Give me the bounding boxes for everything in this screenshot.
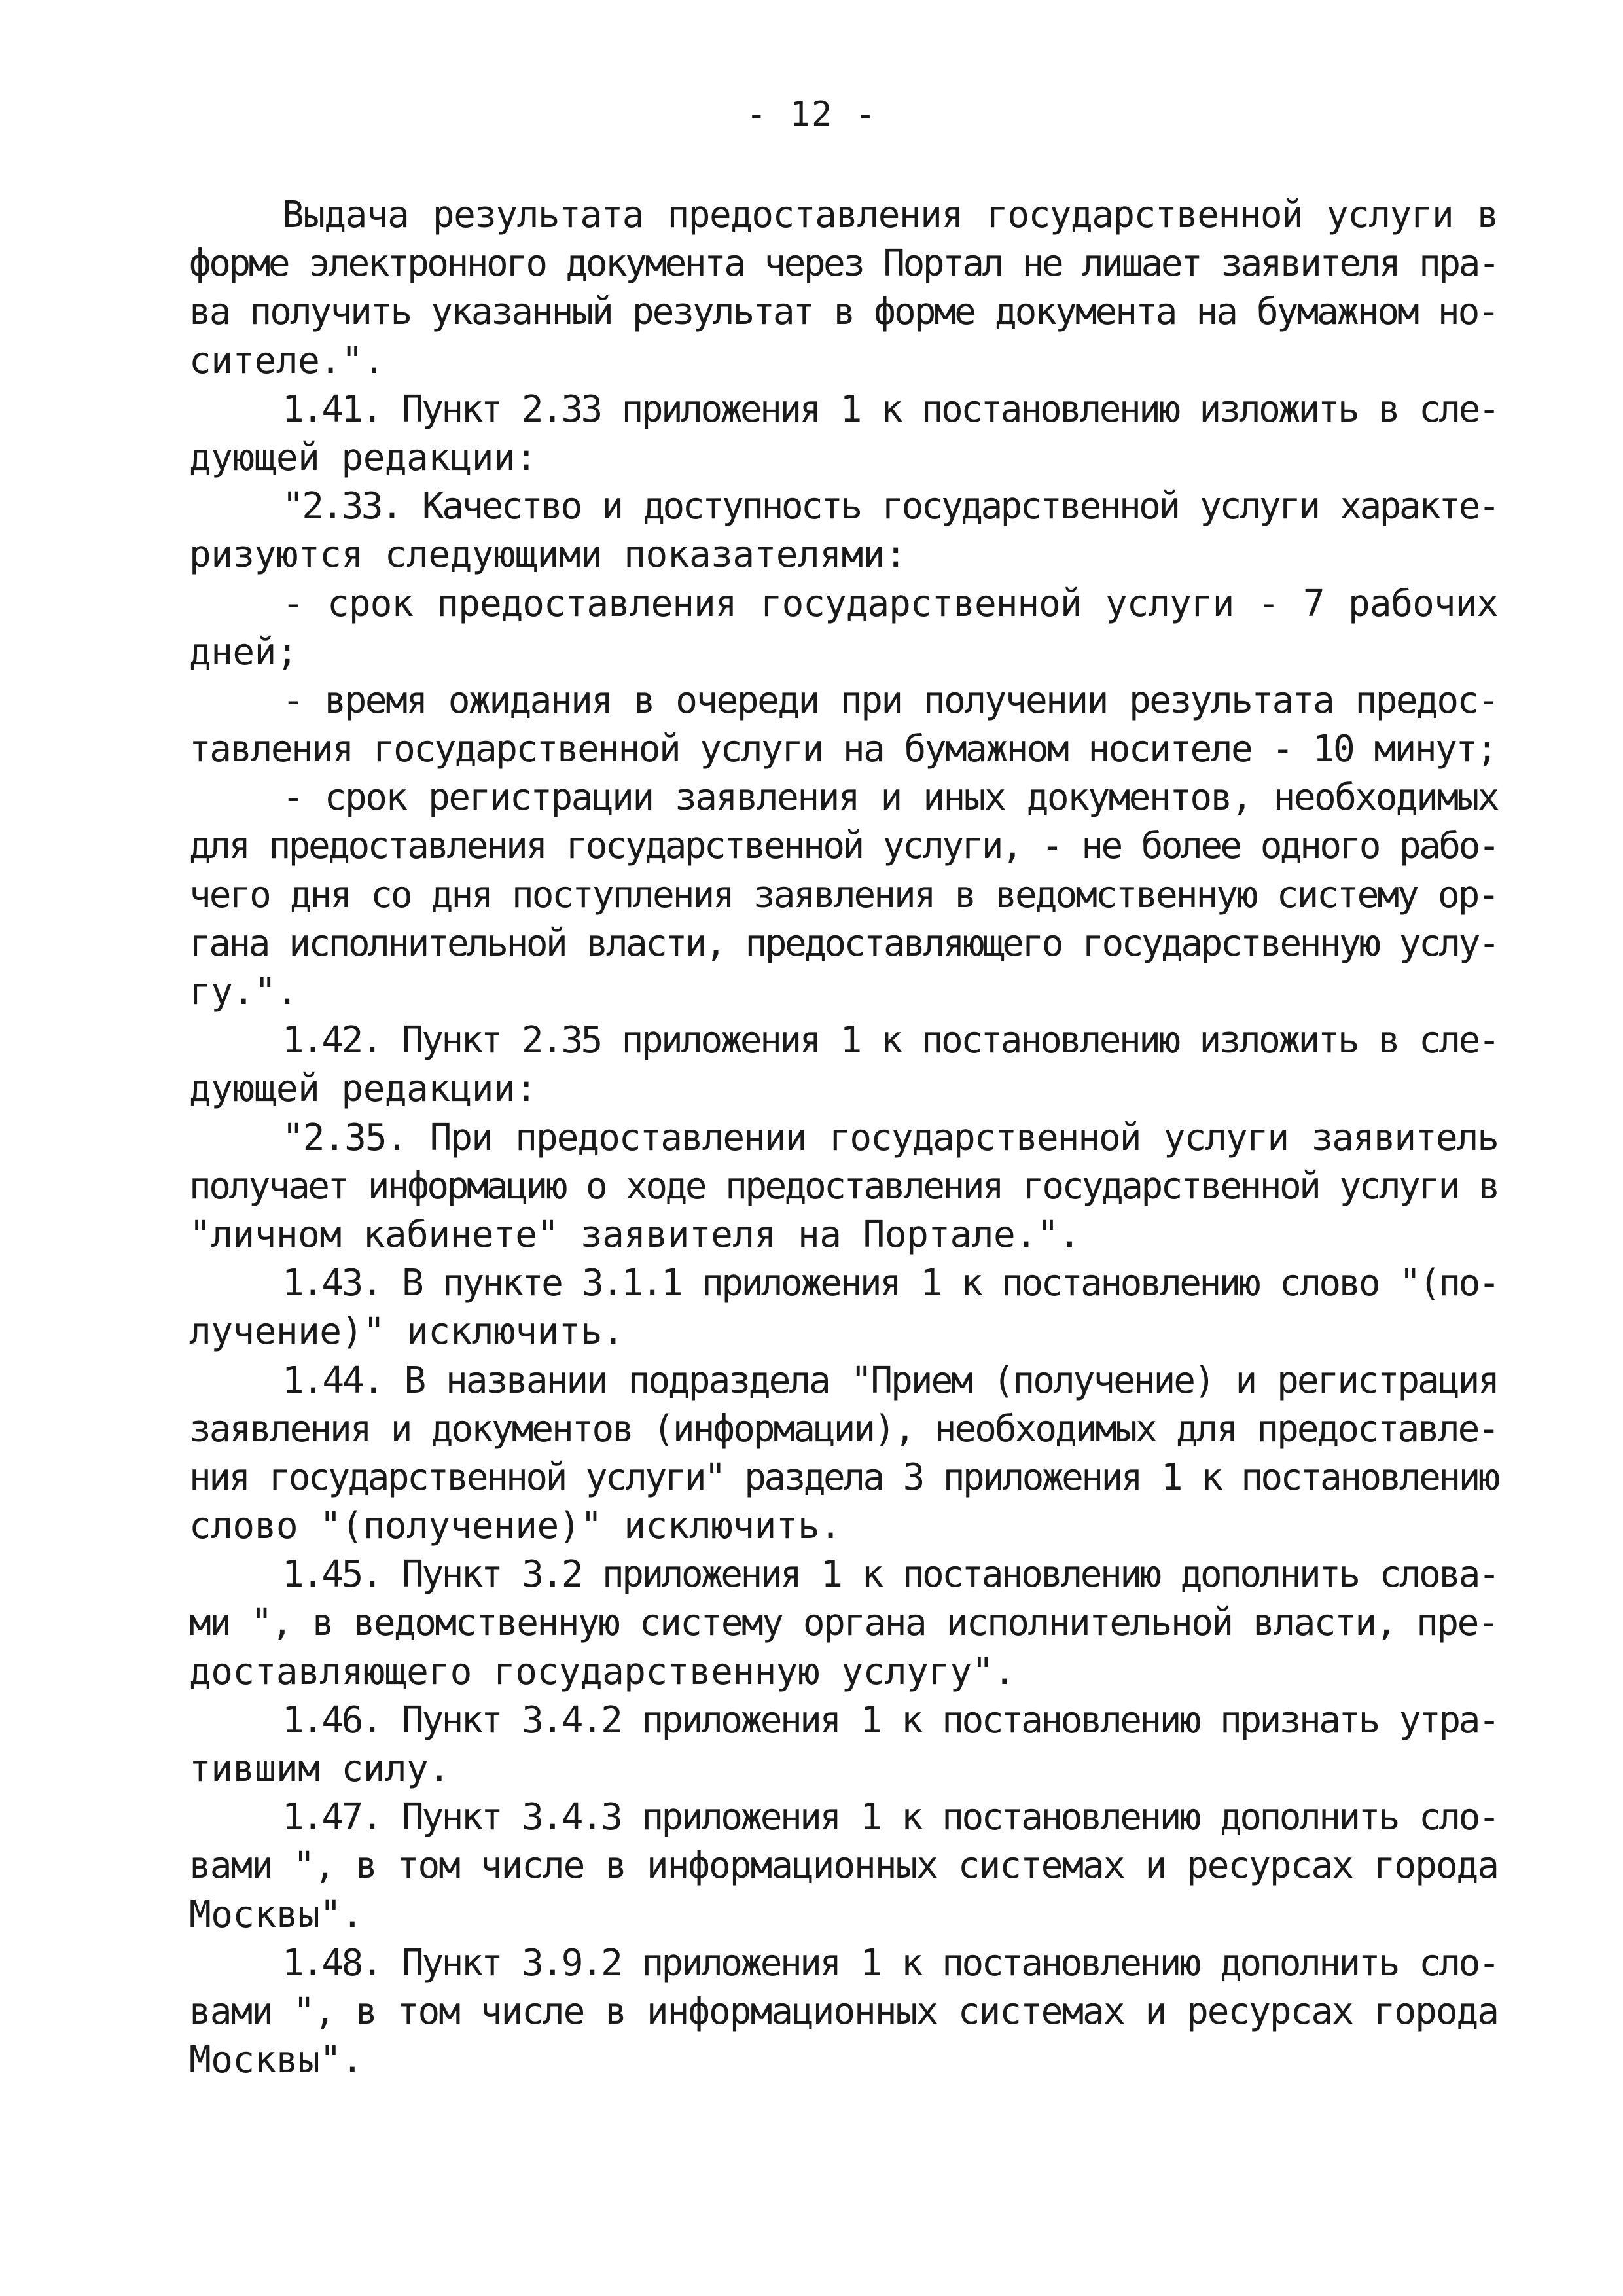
text-line: лучение)" исключить. <box>189 1310 624 1354</box>
text-line: - срок предоставления государственной услуги - 7 рабочих <box>282 582 1498 625</box>
text-line: доставляющего государственную услугу". <box>189 1650 1016 1693</box>
text-line: 1.44. В названии подраздела "Прием (получение) и регистрация <box>282 1359 1498 1402</box>
text-line: "2.33. Качество и доступность государственной услуги характе- <box>282 485 1498 528</box>
document-body <box>189 191 1498 2085</box>
text-line: дующей редакции: <box>189 1067 537 1111</box>
text-line: 1.47. Пункт 3.4.3 приложения 1 к постановлению дополнить сло- <box>282 1796 1498 1839</box>
text-line: дующей редакции: <box>189 436 537 479</box>
text-line: получает информацию о ходе предоставления государственной услуги в <box>189 1164 1498 1208</box>
text-line: 1.45. Пункт 3.2 приложения 1 к постановлению дополнить слова- <box>282 1553 1498 1596</box>
text-line: слово "(получение)" исключить. <box>189 1505 842 1548</box>
text-line: 1.46. Пункт 3.4.2 приложения 1 к постановлению признать утра- <box>282 1698 1498 1742</box>
text-line: 1.48. Пункт 3.9.2 приложения 1 к постановлению дополнить сло- <box>282 1941 1498 1984</box>
text-line: гу.". <box>189 971 298 1013</box>
text-line: "2.35. При предоставлении государственной услуги заявитель <box>282 1116 1498 1159</box>
text-line: ния государственной услуги" раздела 3 приложения 1 к постановлению <box>189 1456 1498 1499</box>
text-line: ризуются следующими показателями: <box>189 533 907 577</box>
text-line: - время ожидания в очереди при получении результата предос- <box>282 679 1498 722</box>
text-line: "личном кабинете" заявителя на Портале.". <box>189 1213 1080 1256</box>
text-line: вами ", в том числе в информационных системах и ресурсах города <box>189 1844 1498 1888</box>
text-line: тавления государственной услуги на бумажном носителе - 10 минут; <box>189 728 1497 771</box>
text-line: заявления и документов (информации), необходимых для предоставле- <box>189 1407 1498 1450</box>
text-line: - срок регистрации заявления и иных документов, необходимых <box>282 776 1498 819</box>
text-line: 1.41. Пункт 2.33 приложения 1 к постановлению изложить в сле- <box>282 387 1498 431</box>
text-line: дней; <box>189 630 298 673</box>
text-line: сителе.". <box>189 339 385 382</box>
text-line: тившим силу. <box>189 1748 450 1790</box>
text-line: Выдача результата предоставления государственной услуги в <box>282 194 1498 236</box>
text-line: для предоставления государственной услуги, - не более одного рабо- <box>189 825 1498 868</box>
text-line: 1.42. Пункт 2.35 приложения 1 к постановлению изложить в сле- <box>282 1019 1498 1062</box>
text-line: Москвы". <box>189 2039 363 2082</box>
text-line: гана исполнительной власти, предоставляющего государственную услу- <box>189 922 1498 965</box>
text-line: 1.43. В пункте 3.1.1 приложения 1 к постановлению слово "(по- <box>282 1262 1498 1305</box>
text-line: вами ", в том числе в информационных системах и ресурсах города <box>189 1990 1498 2033</box>
text-line: чего дня со дня поступления заявления в ведомственную систему ор- <box>189 873 1498 916</box>
text-line: форме электронного документа через Портал не лишает заявителя пра- <box>189 242 1498 285</box>
text-line: ва получить указанный результат в форме документа на бумажном но- <box>189 291 1498 334</box>
text-line: ми ", в ведомственную систему органа исполнительной власти, пре- <box>189 1602 1498 1645</box>
text-line: Москвы". <box>189 1893 363 1936</box>
page-number: - 12 - <box>746 95 877 134</box>
